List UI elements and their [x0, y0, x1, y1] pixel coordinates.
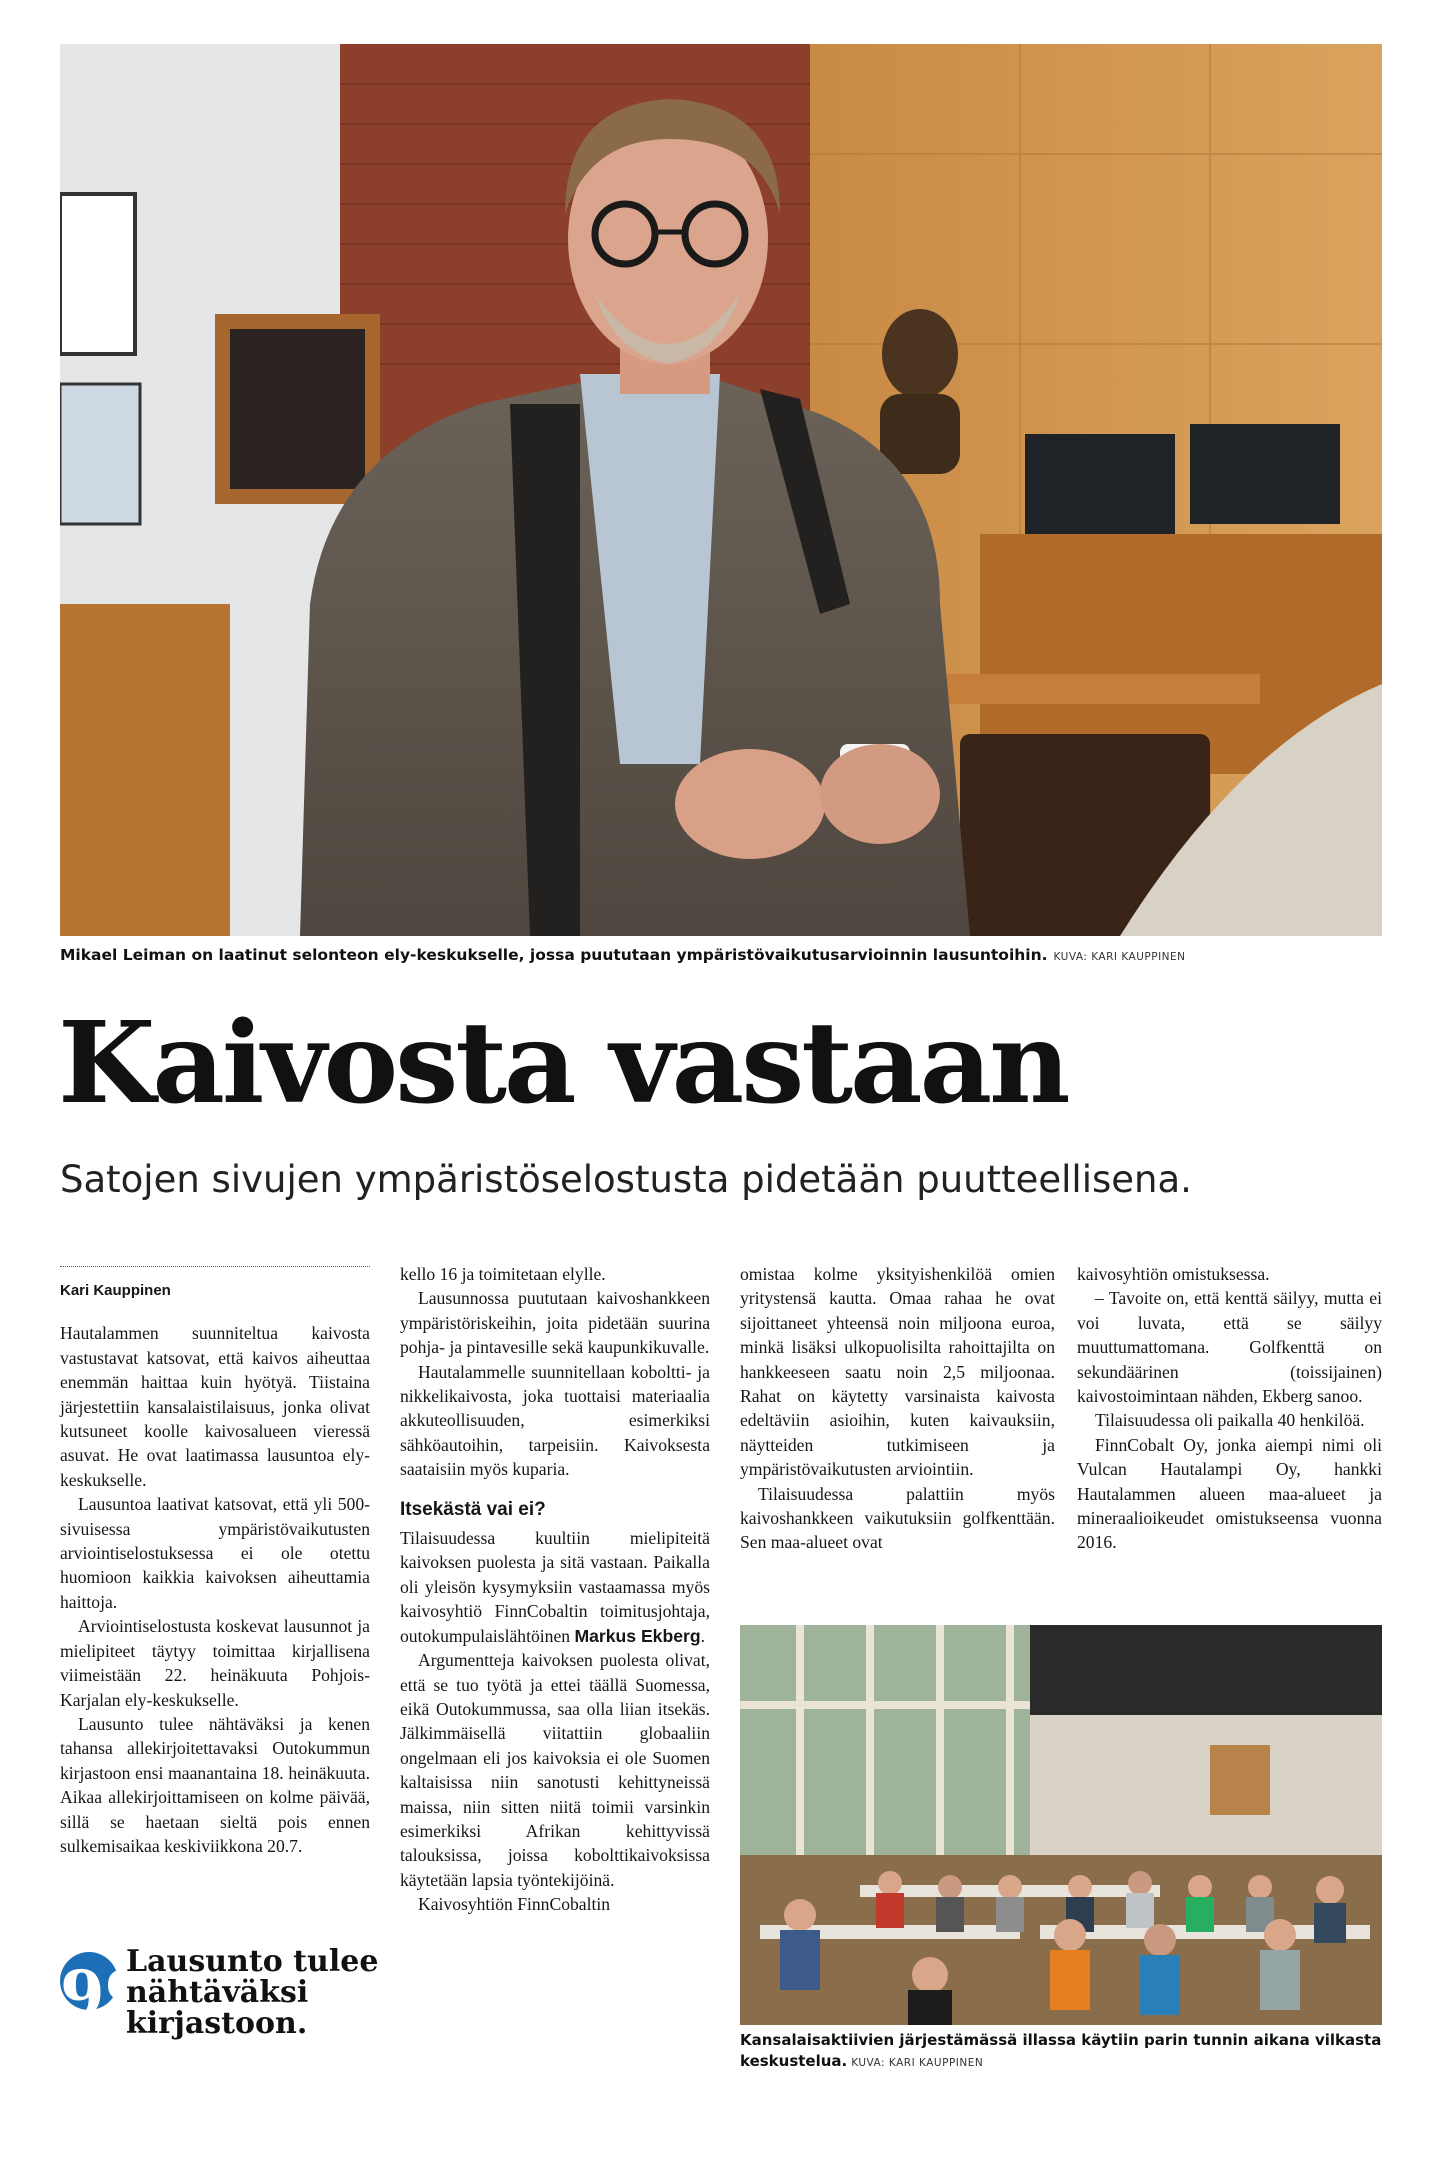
article-column-1: [60, 1266, 370, 1858]
quote-icon: [60, 1952, 150, 2032]
article-column-4: [1077, 1262, 1382, 1555]
photo-credit: KUVA: KARI KAUPPINEN: [851, 2057, 984, 2069]
main-photo: [60, 44, 1382, 936]
paragraph: omistaa kolme yksityishenkilöä omien yritystensä kautta. Omaa rahaa he ovat sijoittaneet yhteensä noin miljoona euroa, minkä lisäksi ulkopuolisilta rahoittajilta on hankkeeseen saatu noin 2,5 miljoonaa. Rahat on käytetty varsinaista kaivosta edeltäviin asioihin, kuten kaivauksiin, näytteiden tutkimiseen ja ympäristövaikutusten arviointiin.: [740, 1264, 1055, 1480]
paragraph: Lausunnossa puututaan kaivoshankkeen ympäristöriskeihin, joita pidetään suurina pohja- ja pintavesille sekä kaupunkikuvalle.: [400, 1288, 710, 1358]
main-photo-caption: [60, 946, 1382, 964]
paragraph: – Tavoite on, että kenttä säilyy, mutta ei voi luvata, että se säilyy muuttumattomana. Golfkenttä on sekundäärinen (toissijainen) kaivostoimintaan nähden, Ekberg sanoo.: [1077, 1288, 1382, 1407]
article-column-2: [400, 1262, 710, 1917]
paragraph: Argumentteja kaivoksen puolesta olivat, että se tuo työtä ja ettei täällä Suomessa, eikä Outokummussa, saa olla liian itsekäs. Jälkimmäisellä viitattiin globaaliin ongelmaan eli jos kaivoksia ei ole Suomen kaltaisissa niin sanotusti kehittyneissä maissa, niin sitten niitä toimii varsinkin esimerkiksi Afrikan kehittyvissä talouksissa, joissa kobolttikaivoksissa käytetään lapsia työntekijöinä.: [400, 1650, 710, 1890]
paragraph: [400, 1526, 710, 1648]
caption-text: Kansalaisaktiivien järjestämässä illassa käytiin parin tunnin aikana vilkasta keskustelua.: [740, 2031, 1382, 2070]
quote-mark: 99: [60, 1957, 150, 2032]
pull-quote: Lausunto tulee nähtäväksi kirjastoon.: [126, 1944, 379, 2041]
article-column-3: [740, 1262, 1055, 1555]
headline: Kaivosta vastaan: [58, 998, 1068, 1129]
paragraph: Lausunto tulee nähtäväksi ja kenen tahansa allekirjoitettavaksi Outokummun kirjastoon ensi maanantaina 18. heinäkuuta. Aikaa allekirjoittamiseen on kolme päivää, sillä se haetaan sieltä pois ennen sulkemisaikaa keskiviikkona 20.7.: [60, 1713, 370, 1856]
paragraph: Lausuntoa laativat katsovat, että yli 500-sivuisessa ympäristövaikutusten arviointiselostuksessa ei ole otettu huomioon kaikkia kaivoksen aiheuttamia haittoja.: [60, 1494, 370, 1612]
paragraph: FinnCobalt Oy, jonka aiempi nimi oli Vulcan Hautalampi Oy, hankki Hautalammen alueen maa-alueet ja mineraalioikeudet omistukseensa vuonna 2016.: [1077, 1434, 1382, 1553]
photo-credit: KUVA: KARI KAUPPINEN: [1053, 951, 1186, 963]
paragraph: Hautalammen suunniteltua kaivosta vastustavat katsovat, että kaivos aiheuttaa enemmän haittaa kuin hyötyä. Tiistaina järjestettiin kansalaistilaisuus, jonka olivat kutsuneet koolle kaivosalueen vieressä asuvat. He ovat laatimassa lausuntoa ely-keskukselle.: [60, 1323, 370, 1490]
audience-photo-caption: [740, 2030, 1382, 2074]
paragraph: Tilaisuudessa oli paikalla 40 henkilöä.: [1095, 1410, 1365, 1431]
caption-text: Mikael Leiman on laatinut selonteon ely-keskukselle, jossa puututaan ympäristövaikutusarvioinnin lausuntoihin.: [60, 946, 1048, 964]
paragraph-text: .: [700, 1625, 705, 1646]
paragraph: Tilaisuudessa palattiin myös kaivoshankkeen vaikutuksiin golfkenttään. Sen maa-alueet ovat: [740, 1483, 1055, 1553]
byline-rule: [60, 1266, 370, 1267]
paragraph: Hautalammelle suunnitellaan koboltti- ja nikkelikaivosta, joka tuottaisi materiaalia akkuteollisuuden, esimerkiksi sähköautoihin, tarpeisiin. Kaivoksesta saataisiin myös kuparia.: [400, 1361, 710, 1480]
paragraph: kaivosyhtiön omistuksessa.: [1077, 1264, 1270, 1284]
paragraph-text: Tilaisuudessa kuultiin mielipiteitä kaivoksen puolesta ja sitä vastaan. Paikalla oli yleisön kysymyksiin vastaamassa myös kaivosyhtiö FinnCobaltin toimitusjohtaja, outokumpulaislähtöinen: [400, 1528, 710, 1646]
paragraph: Kaivosyhtiön FinnCobaltin: [418, 1894, 611, 1915]
paragraph: kello 16 ja toimitetaan elylle.: [400, 1264, 606, 1284]
byline: Kari Kauppinen: [60, 1282, 171, 1299]
section-subheading: Itsekästä vai ei?: [400, 1498, 546, 1520]
audience-photo: [740, 1625, 1382, 2025]
paragraph: Arviointiselostusta koskevat lausunnot ja mielipiteet täytyy toimittaa kirjallisena viimeistään 22. heinäkuuta Pohjois-Karjalan ely-keskukselle.: [60, 1616, 370, 1710]
subheadline: Satojen sivujen ympäristöselostusta pidetään puutteellisena.: [60, 1158, 1192, 1201]
main-photo-illustration: [60, 44, 1382, 936]
person-name: Markus Ekberg: [574, 1625, 701, 1646]
audience-photo-illustration: [740, 1625, 1382, 2025]
